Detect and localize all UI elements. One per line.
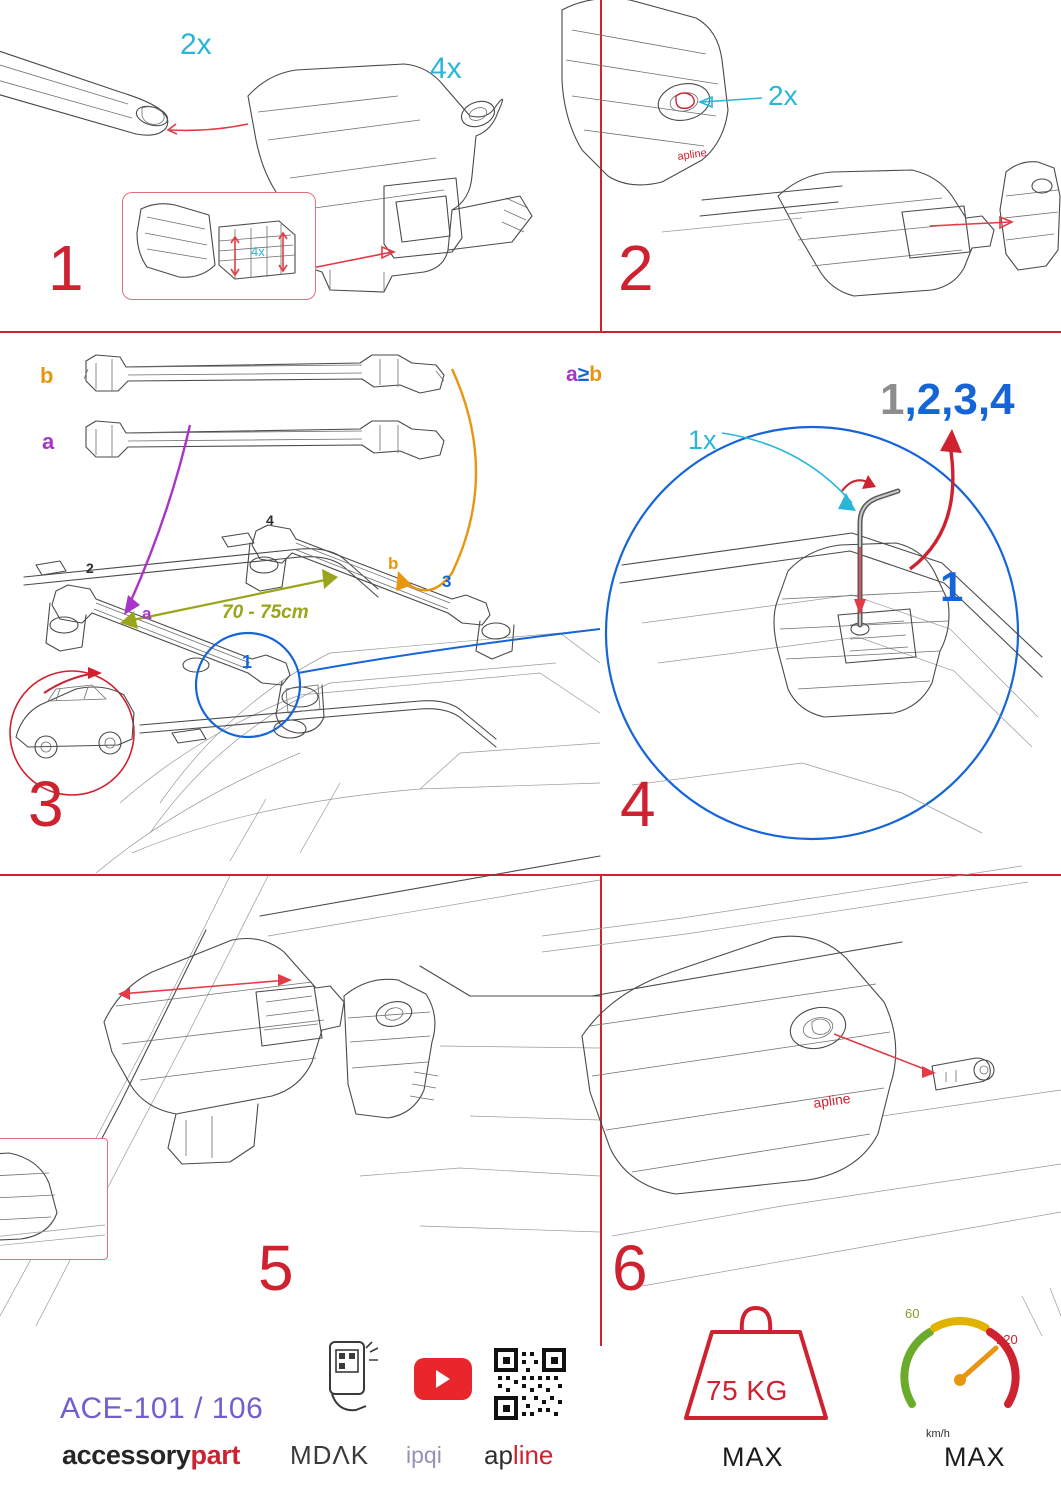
- rotation-arrowhead: [862, 475, 876, 489]
- condition-a: a: [566, 363, 578, 386]
- tightening-order-label: [880, 375, 1015, 425]
- step-5-alignment-arrow: [120, 980, 288, 994]
- step-3-detail-highlight-circle: [196, 633, 300, 737]
- svg-text:apline: apline: [812, 1089, 852, 1111]
- step-2-insert-arrow-line: [930, 222, 1010, 226]
- crossbar-a-drawing: [86, 421, 444, 459]
- step-5-illustration: [0, 876, 600, 1346]
- max-speed-label: MAX: [944, 1442, 1006, 1472]
- rail-clip-markers: [36, 533, 306, 743]
- step-3-number: 3: [28, 768, 65, 840]
- condition-sign: ≥: [577, 363, 590, 386]
- crossbar-b-drawing: [84, 355, 444, 393]
- key-drawing: [932, 1058, 994, 1090]
- position-3-label: 3: [442, 572, 452, 591]
- step-2-key-quantity: 2x: [768, 80, 798, 111]
- step-4-panel: [566, 333, 1061, 874]
- step-6-illustration: [602, 876, 1061, 1346]
- position-4-label: 4: [266, 512, 274, 528]
- step-2-illustration: [602, 0, 1061, 331]
- max-load-label: MAX: [722, 1442, 784, 1472]
- condition-a-ge-b: [566, 363, 602, 387]
- condition-b: b: [589, 363, 603, 386]
- crossbar-distance-label: 70 - 75cm: [222, 602, 309, 623]
- roof-rails-drawing: [24, 549, 496, 747]
- mdak-logo: MDΛK: [290, 1440, 370, 1470]
- bar-b-placement-arrow: [404, 369, 476, 590]
- svg-text:apline: apline: [676, 147, 708, 163]
- step-3-panel: [0, 333, 603, 874]
- tool-quantity-pointer-head: [838, 493, 856, 511]
- max-load-value: 75 KG: [706, 1375, 788, 1406]
- step-2-panel: [602, 0, 1061, 331]
- step-1-foot-quantity: 4x: [430, 52, 462, 85]
- assembly-guide-line: [170, 124, 248, 130]
- step-6-number: 6: [612, 1232, 649, 1304]
- arrow-b-label: b: [388, 554, 399, 573]
- crossbar-a-label: a: [42, 429, 55, 454]
- step-5-detail-illustration: [0, 1139, 105, 1257]
- step-4-number: 4: [620, 768, 657, 840]
- step-5-panel: [0, 876, 600, 1346]
- step-4-order-arrowhead: [940, 429, 962, 453]
- roof-bar-drawing: [0, 48, 170, 135]
- apline-logo: [484, 1440, 553, 1471]
- apline-logo-part-1: ap: [484, 1440, 513, 1470]
- mobile-scan-icon: [322, 1338, 392, 1418]
- vehicle-roof-drawing: [96, 633, 600, 873]
- speed-max-tick: 120: [996, 1332, 1018, 1347]
- bar-b-placement-arrowhead: [396, 571, 412, 591]
- step-6-foot-drawing: [582, 936, 896, 1194]
- order-rest: ,2,3,4: [904, 375, 1015, 424]
- step-4-order-arrow: [910, 445, 953, 569]
- tool-quantity-pointer: [722, 433, 852, 503]
- ipqi-logo: ipqi: [406, 1442, 442, 1468]
- step-6-panel: [602, 876, 1061, 1346]
- product-code-label: ACE-101 / 106: [60, 1392, 264, 1425]
- step-1-detail-illustration: [123, 193, 313, 297]
- mounted-crossbar-upper-drawing: [246, 525, 514, 659]
- position-2-label: 2: [86, 560, 94, 576]
- step-5-alignment-arrowhead: [278, 974, 292, 986]
- step-1-panel: [0, 0, 600, 331]
- accessorypart-logo-part-2: part: [190, 1440, 240, 1470]
- step-4-magnifier-circle: [606, 427, 1018, 839]
- step-4-callout-number: 1: [940, 563, 964, 610]
- step-1-detail-inset: [122, 192, 316, 300]
- distance-arrowhead-right: [322, 569, 338, 589]
- accessorypart-logo: [62, 1440, 240, 1471]
- youtube-icon[interactable]: [414, 1358, 472, 1400]
- key-insert-arrow: [834, 1034, 932, 1072]
- step-5-number: 5: [258, 1232, 295, 1304]
- speed-min-tick: 60: [905, 1306, 920, 1321]
- position-1-label: 1: [242, 652, 253, 672]
- order-first: 1: [880, 375, 905, 424]
- step-3-to-step-4-connector: [298, 629, 600, 673]
- bar-a-placement-arrow: [130, 425, 190, 603]
- step-2-lock-pointer-line: [702, 98, 762, 102]
- step-1-number: 1: [48, 232, 85, 304]
- step-4-foot-drawing: [774, 491, 949, 717]
- step-5-alignment-arrowhead-left: [118, 988, 130, 1000]
- arrow-a-label: a: [142, 604, 152, 623]
- step-2-number: 2: [618, 232, 655, 304]
- tool-quantity-label: 1x: [688, 425, 717, 455]
- accessorypart-logo-part-1: accessory: [62, 1440, 191, 1470]
- speed-unit-label: km/h: [926, 1428, 950, 1440]
- apline-logo-part-2: line: [512, 1440, 554, 1470]
- step-1-inset-quantity: 4x: [251, 244, 265, 259]
- step-1-bar-quantity: 2x: [180, 28, 212, 61]
- assembly-guide-arrow: [168, 124, 177, 134]
- qr-code-icon[interactable]: [494, 1348, 566, 1420]
- roof-rack-bar-lower-drawing: [662, 162, 1060, 296]
- crossbar-b-label: b: [40, 363, 54, 388]
- inset-pointer-line: [312, 252, 392, 268]
- step-5-detail-inset: [0, 1138, 108, 1260]
- step-4-roof-rail-drawing: [620, 533, 1042, 833]
